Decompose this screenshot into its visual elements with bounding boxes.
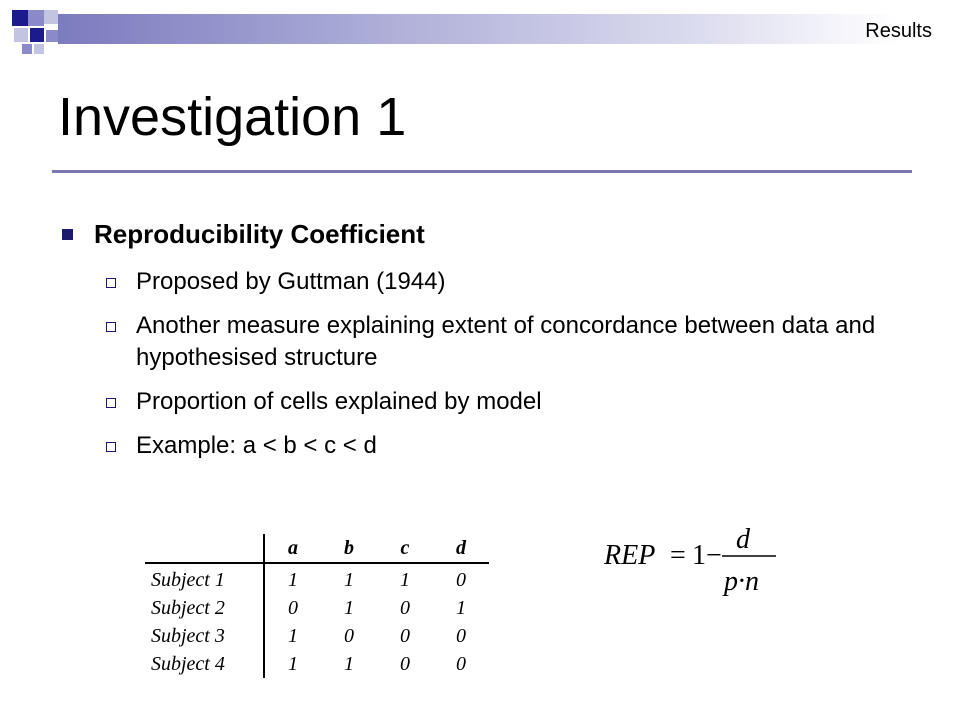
hollow-square-bullet-icon <box>106 398 116 408</box>
sub-bullet <box>60 310 940 374</box>
deco-square <box>12 10 28 26</box>
table-row <box>145 594 489 622</box>
bullet-list <box>60 214 940 462</box>
table-cell: 0 <box>288 596 298 619</box>
response-table <box>145 534 489 678</box>
table-header-row <box>145 534 489 563</box>
table-cell: 1 <box>344 596 354 619</box>
table-cell: 1 <box>400 568 410 591</box>
sub-bullet <box>60 266 940 298</box>
sub-bullet-text: Proportion of cells explained by model <box>136 388 542 415</box>
rep-formula <box>604 520 804 600</box>
table-cell: 1 <box>456 596 466 619</box>
sub-bullet-text: Example: a < b < c < d <box>136 432 377 459</box>
formula-lhs: REP <box>604 540 656 571</box>
table-cell: 0 <box>456 624 466 647</box>
sub-bullet <box>60 386 940 418</box>
formula-one: 1 <box>692 540 706 571</box>
header-gradient-bar <box>58 14 898 44</box>
table-cell: 0 <box>400 596 410 619</box>
formula-numerator: d <box>736 524 750 555</box>
row-label: Subject 3 <box>145 622 264 650</box>
deco-square <box>22 44 32 54</box>
table-cell: 1 <box>288 652 298 675</box>
table-corner <box>145 534 264 563</box>
hollow-square-bullet-icon <box>106 322 116 332</box>
row-label: Subject 1 <box>145 563 264 594</box>
table-cell: 0 <box>456 652 466 675</box>
formula-minus: − <box>706 540 722 571</box>
column-header: a <box>264 534 321 563</box>
table-cell: 1 <box>344 568 354 591</box>
section-label: Results <box>865 20 932 42</box>
table-cell: 1 <box>288 624 298 647</box>
sub-bullet-text: Another measure explaining extent of concordance between data and hypothesised structure <box>136 312 876 371</box>
formula-equals: = <box>670 540 686 571</box>
deco-square <box>14 28 28 42</box>
deco-square <box>44 10 58 24</box>
deco-square <box>46 30 58 42</box>
deco-square <box>28 10 44 26</box>
table-cell: 0 <box>400 652 410 675</box>
column-header: b <box>321 534 377 563</box>
table-cell: 1 <box>288 568 298 591</box>
column-header: d <box>433 534 489 563</box>
hollow-square-bullet-icon <box>106 278 116 288</box>
column-header: c <box>377 534 433 563</box>
row-label: Subject 4 <box>145 650 264 678</box>
deco-square <box>30 28 44 42</box>
formula-denominator: p·n <box>724 566 759 597</box>
table-row <box>145 650 489 678</box>
bullet-main-text: Reproducibility Coefficient <box>94 219 425 249</box>
square-bullet-icon <box>62 229 73 240</box>
sub-bullet <box>60 430 940 462</box>
slide-title: Investigation 1 <box>58 87 407 147</box>
table-cell: 0 <box>456 568 466 591</box>
bullet-main <box>60 214 940 254</box>
table-row <box>145 622 489 650</box>
hollow-square-bullet-icon <box>106 442 116 452</box>
title-divider <box>52 170 912 173</box>
deco-square <box>34 44 44 54</box>
table-cell: 1 <box>344 652 354 675</box>
table-cell: 0 <box>344 624 354 647</box>
row-label: Subject 2 <box>145 594 264 622</box>
table-cell: 0 <box>400 624 410 647</box>
table-row <box>145 563 489 594</box>
sub-bullet-text: Proposed by Guttman (1944) <box>136 268 446 295</box>
